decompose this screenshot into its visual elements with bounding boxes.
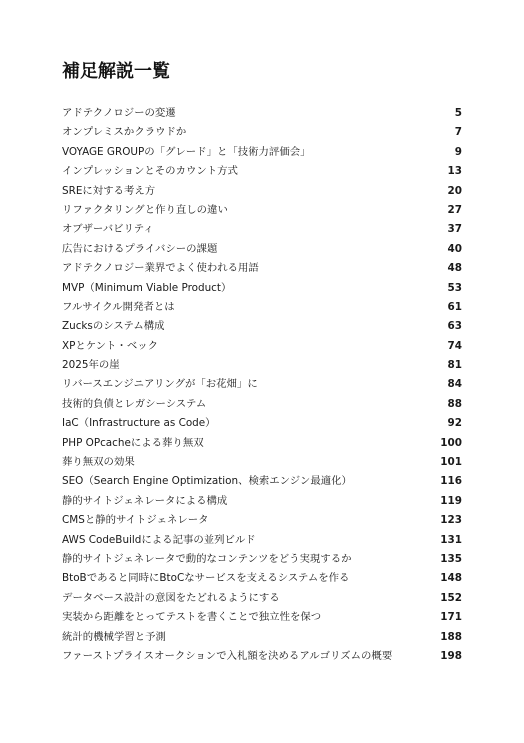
toc-entry-page: 101 <box>440 456 462 469</box>
toc-entry-title: PHP OPcacheによる葬り無双 <box>62 436 204 449</box>
toc-entry-page: 20 <box>447 184 462 197</box>
toc-entry <box>62 414 462 433</box>
toc-entry <box>62 182 462 201</box>
toc-entry-title: リファクタリングと作り直しの違い <box>62 203 228 216</box>
toc-entry-page: 100 <box>440 436 462 449</box>
toc-entry-page: 135 <box>440 552 462 565</box>
toc-entry-title: アドテクノロジーの変遷 <box>62 107 176 119</box>
toc-entry-page: 84 <box>447 378 462 391</box>
toc-entry-page: 198 <box>440 649 462 662</box>
toc-entry-title: オンプレミスかクラウドか <box>62 126 187 139</box>
toc-entry-page: 119 <box>440 494 462 507</box>
toc-entry <box>62 337 462 356</box>
toc-entry <box>62 434 462 453</box>
toc-list <box>62 104 462 666</box>
toc-entry-title: VOYAGE GROUPの「グレード」と「技術力評価会」 <box>62 145 311 158</box>
toc-entry <box>62 608 462 627</box>
toc-entry <box>62 472 462 491</box>
toc-entry-title: 技術的負債とレガシーシステム <box>62 397 207 410</box>
toc-entry-title: MVP（Minimum Viable Product） <box>62 281 232 294</box>
toc-entry-page: 88 <box>447 397 462 410</box>
toc-entry-page: 92 <box>447 417 462 430</box>
toc-entry <box>62 201 462 220</box>
toc-entry-page: 148 <box>440 572 462 585</box>
toc-entry-page: 61 <box>447 300 462 313</box>
toc-entry-page: 116 <box>440 475 462 488</box>
toc-entry <box>62 492 462 511</box>
toc-entry <box>62 143 462 162</box>
toc-entry-page: 9 <box>454 145 462 158</box>
toc-entry-page: 74 <box>447 339 462 352</box>
toc-entry <box>62 589 462 608</box>
toc-entry-title: Zucksのシステム構成 <box>62 320 165 333</box>
toc-entry <box>62 259 462 278</box>
toc-entry-page: 40 <box>447 242 462 255</box>
toc-entry-title: 広告におけるプライバシーの課題 <box>62 242 218 255</box>
toc-entry-title: 葬り無双の効果 <box>62 456 135 469</box>
toc-entry-page: 63 <box>447 320 462 333</box>
toc-entry <box>62 511 462 530</box>
toc-entry-title: フルサイクル開発者とは <box>62 300 175 313</box>
toc-entry <box>62 123 462 142</box>
toc-entry-page: 53 <box>447 281 462 294</box>
toc-entry-title: 統計的機械学習と予測 <box>62 630 166 643</box>
toc-entry <box>62 395 462 414</box>
toc-entry <box>62 162 462 181</box>
toc-entry <box>62 375 462 394</box>
toc-entry <box>62 647 462 666</box>
toc-entry-page: 37 <box>447 223 462 236</box>
toc-entry-title: リバースエンジニアリングが「お花畑」に <box>62 378 258 391</box>
toc-entry-page: 123 <box>440 514 462 527</box>
toc-entry-title: IaC（Infrastructure as Code） <box>62 417 216 430</box>
toc-entry <box>62 531 462 550</box>
toc-entry-title: データベース設計の意図をたどれるようにする <box>62 591 280 604</box>
toc-entry-page: 171 <box>440 611 462 624</box>
toc-entry <box>62 220 462 239</box>
toc-entry-title: 静的サイトジェネレータで動的なコンテンツをどう実現するか <box>62 552 352 565</box>
toc-entry <box>62 279 462 298</box>
toc-entry <box>62 104 462 123</box>
page-title: 補足解説一覧 <box>62 61 170 82</box>
toc-entry-title: 2025年の崖 <box>62 359 120 372</box>
toc-entry-title: アドテクノロジー業界でよく使われる用語 <box>62 262 259 275</box>
toc-entry-page: 81 <box>447 359 462 372</box>
toc-entry <box>62 240 462 259</box>
toc-entry-title: 静的サイトジェネレータによる構成 <box>62 494 228 507</box>
toc-entry-title: CMSと静的サイトジェネレータ <box>62 514 209 527</box>
toc-entry <box>62 453 462 472</box>
toc-entry-title: SREに対する考え方 <box>62 184 156 197</box>
toc-entry <box>62 356 462 375</box>
toc-entry-page: 48 <box>447 262 462 275</box>
toc-entry <box>62 550 462 569</box>
toc-entry <box>62 628 462 647</box>
toc-entry-page: 27 <box>447 203 462 216</box>
toc-entry <box>62 298 462 317</box>
toc-entry-page: 152 <box>440 591 462 604</box>
toc-entry-title: ファーストプライスオークションで入札額を決めるアルゴリズムの概要 <box>62 649 393 662</box>
toc-entry-title: SEO（Search Engine Optimization、検索エンジン最適化） <box>62 475 352 488</box>
toc-entry-title: インプレッションとそのカウント方式 <box>62 165 238 178</box>
toc-entry-title: XPとケント・ベック <box>62 339 158 352</box>
toc-entry-page: 188 <box>440 630 462 643</box>
toc-entry-page: 13 <box>447 165 462 178</box>
toc-entry-title: 実装から距離をとってテストを書くことで独立性を保つ <box>62 611 322 624</box>
toc-entry-page: 7 <box>454 126 462 139</box>
toc-entry-title: AWS CodeBuildによる記事の並列ビルド <box>62 533 256 546</box>
toc-entry-title: オブザーバビリティ <box>62 223 154 236</box>
toc-entry <box>62 317 462 336</box>
toc-entry <box>62 569 462 588</box>
toc-entry-page: 5 <box>454 107 462 119</box>
toc-entry-page: 131 <box>440 533 462 546</box>
toc-entry-title: BtoBであると同時にBtoCなサービスを支えるシステムを作る <box>62 572 350 585</box>
